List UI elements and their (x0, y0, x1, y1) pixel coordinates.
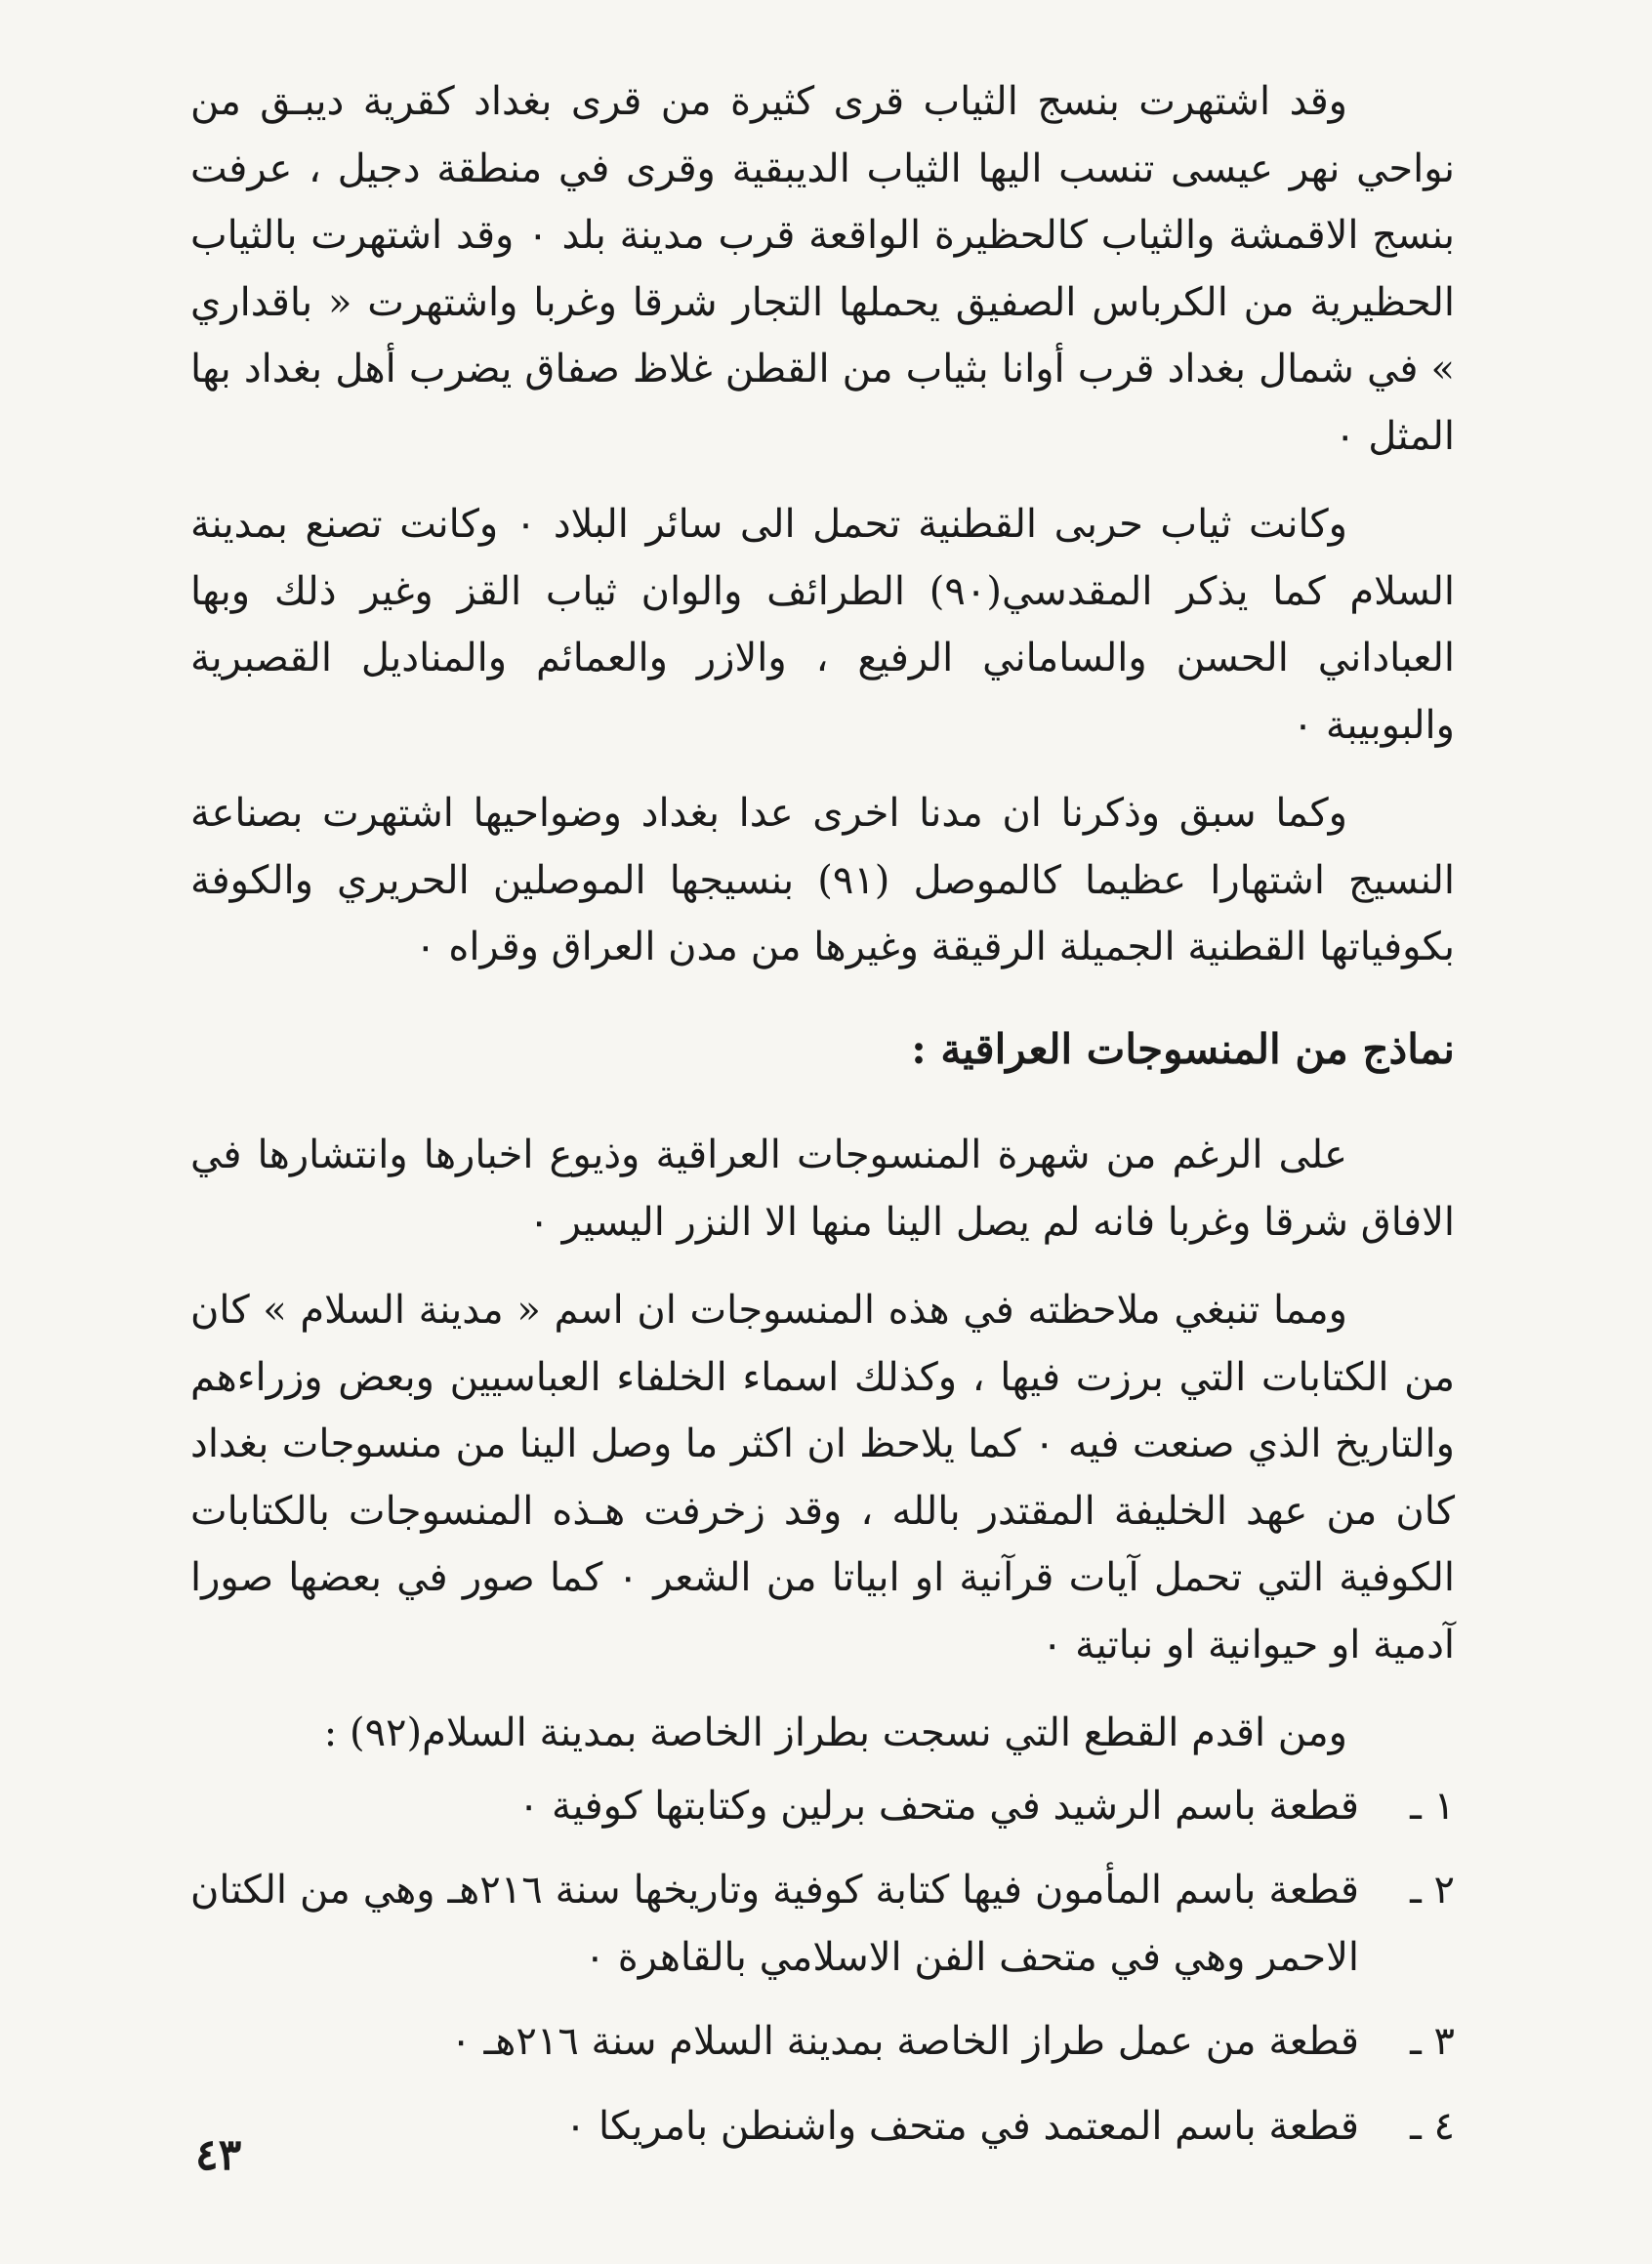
list-intro: ومن اقدم القطع التي نسجت بطراز الخاصة بمدينة السلام(٩٢) : (323, 1710, 1347, 1755)
paragraph-inscriptions: ومما تنبغي ملاحظته في هذه المنسوجات ان اسم « مدينة السلام » كان من الكتابات التي برزت فيها ، وكذلك اسماء الخلفاء العباسيين وبعض وزراءهم والتاريخ الذي صنعت فيه ٠ كما يلاحظ ان اكثر ما وصل الينا من منسوجات بغداد كان من عهد الخليفة المقتدر بالله ، وقد زخرفت هـذه المنسوجات بالكتابات الكوفية التي تحمل آيات قرآنية او ابياتا من الشعر ٠ كما صور في بعضها صورا آدمية او حيوانية او نباتية ٠ (190, 1288, 1455, 1667)
list-item (190, 2008, 1455, 2076)
paragraph-other-cities: وكما سبق وذكرنا ان مدنا اخرى عدا بغداد وضواحيها اشتهرت بصناعة النسيج اشتهارا عظيما كالموصل (٩١) بنسيجها الموصلين الحريري والكوفة بكوفياتها القطنية الجميلة الرقيقة وغيرها من مدن العراق وقراه ٠ (190, 791, 1455, 969)
paragraph-cotton-garments: وكانت ثياب حربى القطنية تحمل الى سائر البلاد ٠ وكانت تصنع بمدينة السلام كما يذكر المقدسي(٩٠) الطرائف والوان ثياب القز وغير ذلك وبها العباداني الحسن والساماني الرفيع ، والازر والعمائم والمناديل القصبرية والبوبيبة ٠ (190, 502, 1455, 748)
list-item-text: قطعة من عمل طراز الخاصة بمدينة السلام سنة ٢١٦هـ ٠ (450, 2019, 1359, 2064)
list-item-number: ٣ ـ (1410, 2019, 1455, 2064)
page-number: ٤٣ (195, 2130, 242, 2180)
list-item (190, 2093, 1455, 2161)
list-item-text: قطعة باسم المأمون فيها كتابة كوفية وتاريخها سنة ٢١٦هـ وهي من الكتان الاحمر وهي في متحف الفن الاسلامي بالقاهرة ٠ (190, 1868, 1359, 1980)
paragraph-weaving-villages: وقد اشتهرت بنسج الثياب قرى كثيرة من قرى بغداد كقرية ديبـق من نواحي نهر عيسى تنسب اليها الثياب الديبقية وقرى في منطقة دجيل ، عرفت بنسج الاقمشة والثياب كالحظيرة الواقعة قرب مدينة بلد ٠ وقد اشتهرت بالثياب الحظيرية من الكرباس الصفيق يحملها التجار شرقا وغربا واشتهرت « باقداري » في شمال بغداد قرب أوانا بثياب من القطن غلاظ صفاق يضرب أهل بغداد بها المثل ٠ (190, 79, 1455, 459)
textile-list (190, 1773, 1455, 2161)
page-body (190, 68, 1455, 2177)
list-item (190, 1857, 1455, 1991)
list-item-text: قطعة باسم الرشيد في متحف برلين وكتابتها كوفية ٠ (517, 1783, 1359, 1829)
list-item-number: ٤ ـ (1410, 2103, 1455, 2149)
paragraph-surviving-textiles: على الرغم من شهرة المنسوجات العراقية وذيوع اخبارها وانتشارها في الافاق شرقا وغربا فانه لم يصل الينا منها الا النزر اليسير ٠ (190, 1132, 1455, 1245)
section-heading: نماذج من المنسوجات العراقية : (911, 1024, 1455, 1073)
list-item-text: قطعة باسم المعتمد في متحف واشنطن بامريكا ٠ (564, 2103, 1359, 2149)
list-item-number: ١ ـ (1410, 1783, 1455, 1829)
list-item-number: ٢ ـ (1410, 1868, 1455, 1913)
list-item (190, 1773, 1455, 1840)
